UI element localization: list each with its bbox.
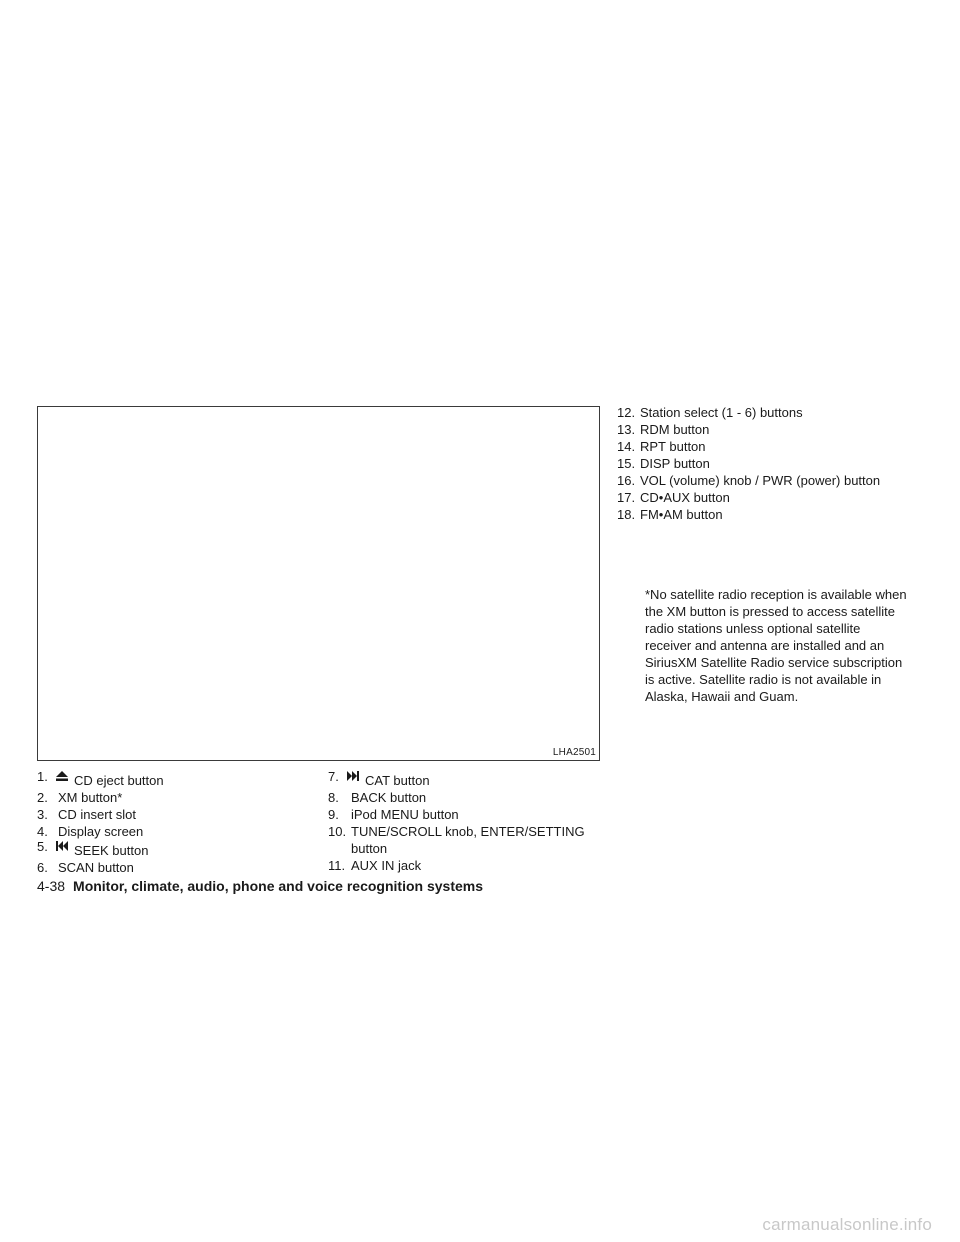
legend-item-17 bbox=[617, 489, 907, 506]
legend-item-16 bbox=[617, 472, 907, 489]
legend-item-label: DISP button bbox=[640, 456, 710, 471]
legend-item-label: CD eject button bbox=[74, 773, 164, 788]
legend-item-14 bbox=[617, 438, 907, 455]
legend-item-number: 4. bbox=[37, 824, 48, 839]
legend-item-number: 5. bbox=[37, 839, 48, 854]
legend-item-number: 13. bbox=[617, 422, 636, 437]
legend-item-number: 12. bbox=[617, 405, 636, 420]
legend-item-number: 16. bbox=[617, 473, 636, 488]
legend-item-8 bbox=[328, 789, 603, 806]
eject-icon bbox=[56, 771, 68, 781]
legend-item-3 bbox=[37, 806, 317, 823]
legend-item-label: XM button* bbox=[58, 790, 123, 805]
legend-item-label: RDM button bbox=[640, 422, 710, 437]
legend-item-7 bbox=[328, 770, 603, 789]
legend-item-label: VOL (volume) knob / PWR (power) button bbox=[640, 473, 881, 488]
legend-item-1 bbox=[37, 770, 317, 789]
satellite-radio-note: *No satellite radio reception is available when the XM button is pressed to access satellite radio stations unless optional satellite receiver and antenna are installed and an SiriusXM Satellite Radio service subscription is active. Satellite radio is not available in Alaska, Hawaii and Guam. bbox=[645, 587, 907, 704]
figure-frame bbox=[37, 406, 600, 761]
legend-item-label: FM•AM button bbox=[640, 507, 723, 522]
legend-item-label: Display screen bbox=[58, 824, 144, 839]
legend-item-18 bbox=[617, 506, 907, 523]
legend-item-number: 10. bbox=[328, 824, 347, 839]
legend-item-label: AUX IN jack bbox=[351, 858, 422, 873]
legend-item-label: CD•AUX button bbox=[640, 490, 730, 505]
legend-item-5 bbox=[37, 840, 317, 859]
legend-item-number: 7. bbox=[328, 769, 339, 784]
legend-item-11 bbox=[328, 857, 603, 874]
legend-item-number: 18. bbox=[617, 507, 636, 522]
legend-item-15 bbox=[617, 455, 907, 472]
legend-item-number: 15. bbox=[617, 456, 636, 471]
legend-item-number: 3. bbox=[37, 807, 48, 822]
legend-item-9 bbox=[328, 806, 603, 823]
legend-item-6 bbox=[37, 859, 317, 876]
seek-back-icon bbox=[56, 841, 68, 851]
legend-item-number: 17. bbox=[617, 490, 636, 505]
watermark-text: carmanualsonline.info bbox=[762, 1215, 932, 1234]
legend-item-12 bbox=[617, 404, 907, 421]
legend-item-label: TUNE/SCROLL knob, ENTER/SETTING button bbox=[351, 824, 585, 856]
legend-column-2 bbox=[328, 770, 603, 874]
page-footer bbox=[37, 877, 483, 895]
legend-item-label: SEEK button bbox=[74, 843, 149, 858]
legend-item-number: 11. bbox=[328, 858, 346, 873]
skip-forward-icon bbox=[347, 771, 359, 781]
legend-item-number: 8. bbox=[328, 790, 339, 805]
legend-column-1 bbox=[37, 770, 317, 876]
page-number: 4-38 bbox=[37, 878, 66, 894]
legend-item-number: 1. bbox=[37, 769, 48, 784]
legend-item-label: iPod MENU button bbox=[351, 807, 459, 822]
section-title: Monitor, climate, audio, phone and voice recognition systems bbox=[73, 878, 483, 894]
legend-item-number: 9. bbox=[328, 807, 339, 822]
legend-column-3 bbox=[617, 404, 907, 523]
legend-item-number: 6. bbox=[37, 860, 48, 875]
legend-item-2 bbox=[37, 789, 317, 806]
legend-item-13 bbox=[617, 421, 907, 438]
legend-item-label: SCAN button bbox=[58, 860, 134, 875]
legend-item-label: RPT button bbox=[640, 439, 706, 454]
legend-item-label: Station select (1 - 6) buttons bbox=[640, 405, 803, 420]
legend-item-label: CAT button bbox=[365, 773, 430, 788]
figure-code: LHA2501 bbox=[552, 747, 596, 758]
legend-item-10 bbox=[328, 823, 603, 857]
legend-item-number: 14. bbox=[617, 439, 636, 454]
legend-item-label: CD insert slot bbox=[58, 807, 137, 822]
legend-item-label: BACK button bbox=[351, 790, 427, 805]
legend-item-number: 2. bbox=[37, 790, 48, 805]
legend-item-4 bbox=[37, 823, 317, 840]
